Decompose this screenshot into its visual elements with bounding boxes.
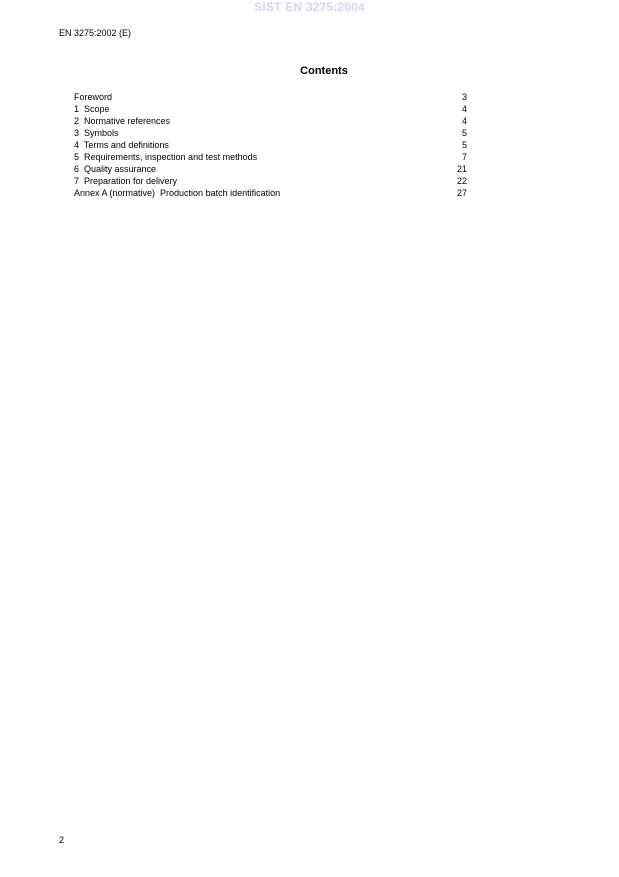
toc-entry-label: 5 Requirements, inspection and test methods bbox=[74, 152, 258, 162]
contents-title: Contents bbox=[300, 65, 348, 77]
toc-entry-page: 27 bbox=[456, 188, 467, 198]
toc-entry-label: 4 Terms and definitions bbox=[74, 140, 169, 150]
toc-entry-label: 3 Symbols bbox=[74, 128, 119, 138]
toc-entry-terms-and-definitions[interactable] bbox=[74, 139, 467, 151]
page-number: 2 bbox=[59, 835, 65, 845]
toc-entry-scope[interactable] bbox=[74, 103, 467, 115]
watermark: SIST EN 3275:2004 bbox=[254, 0, 365, 14]
toc-entry-page: 7 bbox=[461, 152, 467, 162]
toc-entry-foreword[interactable] bbox=[74, 91, 467, 103]
toc-entry-label: 1 Scope bbox=[74, 104, 110, 114]
toc-entry-page: 5 bbox=[461, 128, 467, 138]
toc-entry-quality-assurance[interactable] bbox=[74, 163, 467, 175]
toc-entry-page: 3 bbox=[461, 92, 467, 102]
toc-entry-page: 4 bbox=[461, 116, 467, 126]
toc-entry-annex-a[interactable] bbox=[74, 187, 467, 199]
toc-entry-page: 4 bbox=[461, 104, 467, 114]
toc-entry-page: 5 bbox=[461, 140, 467, 150]
table-of-contents bbox=[74, 91, 467, 199]
toc-entry-label: Annex A (normative) Production batch identification bbox=[74, 188, 281, 198]
toc-entry-label: 2 Normative references bbox=[74, 116, 171, 126]
document-id-header: EN 3275:2002 (E) bbox=[59, 28, 132, 38]
toc-entry-page: 21 bbox=[456, 164, 467, 174]
toc-entry-label: Foreword bbox=[74, 92, 113, 102]
toc-entry-requirements[interactable] bbox=[74, 151, 467, 163]
toc-entry-preparation-for-delivery[interactable] bbox=[74, 175, 467, 187]
toc-entry-normative-references[interactable] bbox=[74, 115, 467, 127]
toc-entry-label: 7 Preparation for delivery bbox=[74, 176, 178, 186]
toc-entry-page: 22 bbox=[456, 176, 467, 186]
toc-entry-label: 6 Quality assurance bbox=[74, 164, 157, 174]
toc-entry-symbols[interactable] bbox=[74, 127, 467, 139]
